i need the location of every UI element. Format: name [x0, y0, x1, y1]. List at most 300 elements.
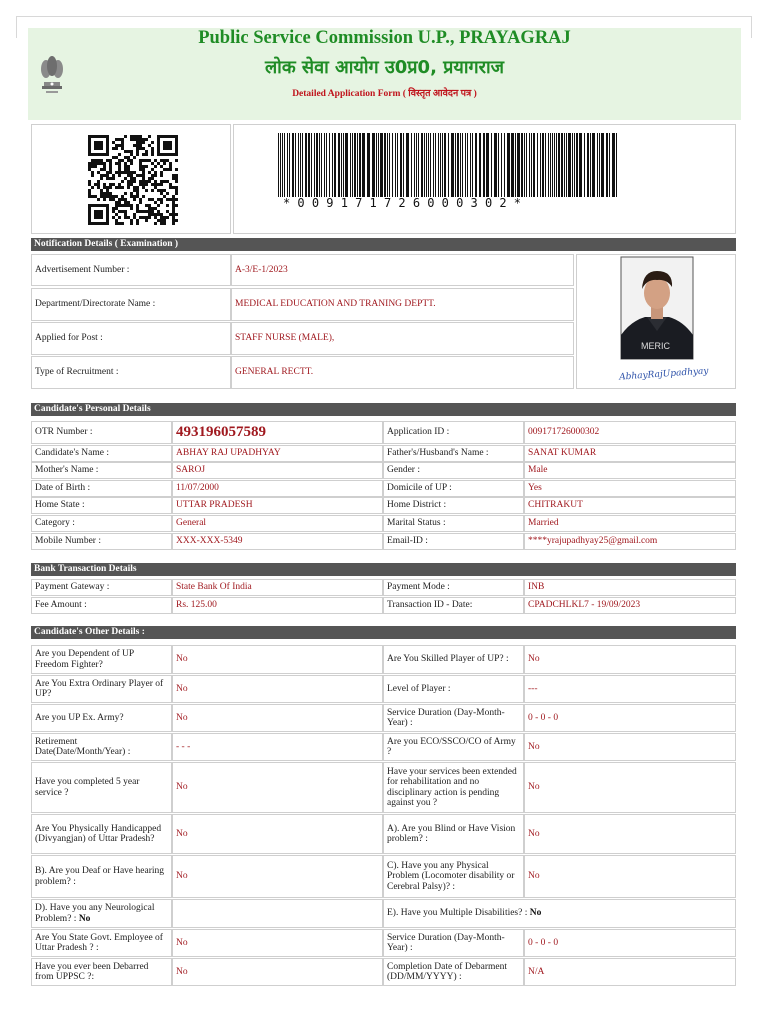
qr-module [166, 159, 169, 162]
qr-module [88, 165, 91, 168]
barcode-bar [308, 133, 310, 197]
qr-module [136, 147, 139, 150]
qr-module [106, 195, 109, 198]
qr-module [103, 183, 106, 186]
barcode-box [233, 124, 736, 234]
qr-module [163, 162, 166, 165]
other-value: N/A [524, 958, 736, 986]
qr-module [103, 165, 106, 168]
qr-module [91, 165, 94, 168]
barcode-bar [292, 133, 294, 197]
bank-value: INB [524, 579, 736, 596]
barcode-bar [609, 133, 610, 197]
qr-module [154, 174, 157, 177]
personal-value: Yes [524, 480, 736, 497]
barcode-bar [558, 133, 560, 197]
barcode-bar [416, 133, 417, 197]
qr-module [166, 168, 169, 171]
qr-module [136, 141, 139, 144]
qr-module [124, 165, 127, 168]
barcode-bar [387, 133, 388, 197]
qr-module [133, 186, 136, 189]
qr-module [118, 222, 121, 225]
qr-module [163, 195, 166, 198]
qr-module [94, 183, 97, 186]
qr-module [130, 174, 133, 177]
qr-module [106, 177, 109, 180]
qr-module [139, 174, 142, 177]
other-label: Service Duration (Day-Month-Year) : [383, 704, 524, 732]
qr-module [142, 171, 145, 174]
qr-module [142, 174, 145, 177]
personal-label: Email-ID : [383, 533, 524, 550]
barcode-bar [444, 133, 446, 197]
barcode-bar [343, 133, 344, 197]
qr-module [145, 180, 148, 183]
barcode-bar [341, 133, 342, 197]
qr-module [91, 159, 94, 162]
qr-module [148, 135, 151, 138]
personal-label: Application ID : [383, 421, 524, 444]
qr-module [124, 210, 127, 213]
qr-module [109, 198, 112, 201]
personal-label: Domicile of UP : [383, 480, 524, 497]
qr-module [100, 195, 103, 198]
candidate-signature [617, 361, 709, 385]
personal-value: SANAT KUMAR [524, 445, 736, 462]
qr-module [136, 189, 139, 192]
qr-module [124, 216, 127, 219]
barcode-bar [592, 133, 595, 197]
bank-label: Fee Amount : [31, 597, 172, 614]
other-value: No [172, 675, 383, 703]
qr-module [127, 165, 130, 168]
qr-module [112, 183, 115, 186]
qr-module [103, 192, 106, 195]
qr-module [133, 177, 136, 180]
personal-value: XXX-XXX-5349 [172, 533, 383, 550]
qr-module [169, 165, 172, 168]
qr-module [121, 147, 124, 150]
other-label: A). Are you Blind or Have Vision problem? : [383, 814, 524, 854]
barcode-bar [504, 133, 505, 197]
qr-module [97, 198, 100, 201]
other-label: Are you UP Ex. Army? [31, 704, 172, 732]
qr-module [169, 168, 172, 171]
qr-module [97, 180, 100, 183]
qr-module [130, 171, 133, 174]
qr-module [151, 210, 154, 213]
other-label: Are You Extra Ordinary Player of UP? [31, 675, 172, 703]
barcode-bar [511, 133, 514, 197]
qr-module [172, 201, 175, 204]
qr-module [154, 180, 157, 183]
qr-module [148, 180, 151, 183]
barcode-bar [334, 133, 336, 197]
qr-module [109, 171, 112, 174]
qr-module [115, 219, 118, 222]
qr-module [157, 162, 160, 165]
qr-module [91, 195, 94, 198]
qr-module [139, 201, 142, 204]
barcode-bar [284, 133, 285, 197]
qr-module [97, 186, 100, 189]
barcode-bar [542, 133, 544, 197]
qr-module [175, 189, 178, 192]
barcode-bar [300, 133, 301, 197]
qr-module [103, 174, 106, 177]
barcode-bar [298, 133, 299, 197]
qr-module [109, 192, 112, 195]
qr-module [127, 174, 130, 177]
qr-module [91, 162, 94, 165]
other-label: Level of Player : [383, 675, 524, 703]
barcode-bar [433, 133, 434, 197]
barcode-bar [395, 133, 396, 197]
qr-module [112, 156, 115, 159]
qr-module [112, 147, 115, 150]
other-label: Completion Date of Debarment (DD/MM/YYYY) : [383, 958, 524, 986]
answer-value: No [78, 913, 91, 924]
qr-module [154, 213, 157, 216]
qr-module [118, 204, 121, 207]
barcode-bar [550, 133, 551, 197]
qr-module [130, 207, 133, 210]
qr-module [151, 168, 154, 171]
qr-module [136, 135, 139, 138]
qr-module [118, 186, 121, 189]
qr-module [145, 153, 148, 156]
qr-module [109, 183, 112, 186]
qr-module [133, 180, 136, 183]
personal-label: Gender : [383, 462, 524, 479]
qr-module [172, 177, 175, 180]
qr-module [151, 198, 154, 201]
barcode-bar [426, 133, 427, 197]
personal-value: 493196057589 [172, 421, 383, 444]
qr-module [130, 138, 133, 141]
other-label: C). Have you any Physical Problem (Locomoter disability or Cerebral Palsy)? : [383, 855, 524, 898]
other-value: No [172, 814, 383, 854]
qr-module [103, 162, 106, 165]
qr-module [139, 165, 142, 168]
department-label: Department/Directorate Name : [31, 288, 231, 321]
qr-module [118, 168, 121, 171]
qr-module [118, 162, 121, 165]
qr-module [94, 159, 97, 162]
barcode-bar [430, 133, 431, 197]
qr-module [133, 171, 136, 174]
qr-module [136, 186, 139, 189]
barcode-bar [507, 133, 510, 197]
barcode-bar [494, 133, 497, 197]
qr-module [169, 213, 172, 216]
bank-label: Payment Gateway : [31, 579, 172, 596]
bank-value: CPADCHLKL7 - 19/09/2023 [524, 597, 736, 614]
barcode-bar [465, 133, 466, 197]
qr-module [136, 222, 139, 225]
qr-module [154, 201, 157, 204]
qr-module [94, 195, 97, 198]
barcode-bar [380, 133, 383, 197]
qr-module [124, 201, 127, 204]
other-value: No [524, 762, 736, 813]
commission-title-en: Public Service Commission U.P., PRAYAGRAJ [198, 28, 571, 48]
personal-value: 009171726000302 [524, 421, 736, 444]
qr-module [145, 165, 148, 168]
qr-module [112, 216, 115, 219]
other-value: 0 - 0 - 0 [524, 929, 736, 957]
qr-module [118, 210, 121, 213]
qr-module [118, 138, 121, 141]
qr-module [154, 165, 157, 168]
barcode-bar [616, 133, 617, 197]
barcode-bar [587, 133, 589, 197]
other-value: No [172, 645, 383, 674]
qr-module [115, 162, 118, 165]
qr-module [106, 174, 109, 177]
qr-module [151, 147, 154, 150]
qr-module [175, 219, 178, 222]
personal-value: General [172, 515, 383, 532]
qr-module [136, 207, 139, 210]
qr-code-box [31, 124, 231, 234]
qr-module [160, 216, 163, 219]
qr-module [175, 159, 178, 162]
barcode-bar [515, 133, 516, 197]
personal-value: ****yrajupadhyay25@gmail.com [524, 533, 736, 550]
qr-module [106, 189, 109, 192]
qr-module [130, 150, 133, 153]
qr-module [133, 198, 136, 201]
qr-module [160, 171, 163, 174]
barcode-bar [438, 133, 439, 197]
qr-module [142, 216, 145, 219]
personal-value: Male [524, 462, 736, 479]
qr-module [115, 213, 118, 216]
qr-module [130, 222, 133, 225]
barcode-bar [564, 133, 565, 197]
barcode-bar [338, 133, 340, 197]
qr-module [160, 183, 163, 186]
qr-module [148, 213, 151, 216]
qr-module [118, 159, 121, 162]
qr-module [97, 183, 100, 186]
qr-module [166, 180, 169, 183]
qr-module [157, 183, 160, 186]
barcode-bar [319, 133, 320, 197]
recruitment-type-label: Type of Recruitment : [31, 356, 231, 389]
barcode-bar [418, 133, 419, 197]
personal-label: Home State : [31, 497, 172, 514]
qr-module [172, 222, 175, 225]
qr-module [91, 186, 94, 189]
qr-module [97, 159, 100, 162]
qr-module [115, 144, 118, 147]
qr-module [109, 186, 112, 189]
qr-module [109, 165, 112, 168]
barcode-bar [376, 133, 377, 197]
barcode-bar [332, 133, 333, 197]
barcode-bar [287, 133, 288, 197]
barcode-bar [326, 133, 327, 197]
other-value: --- [524, 675, 736, 703]
barcode-bar [302, 133, 303, 197]
qr-module [166, 216, 169, 219]
qr-module [148, 144, 151, 147]
barcode-bar [574, 133, 575, 197]
qr-module [127, 159, 130, 162]
qr-module [145, 210, 148, 213]
bank-label: Payment Mode : [383, 579, 524, 596]
qr-module [151, 177, 154, 180]
barcode-bar [428, 133, 429, 197]
qr-code [88, 135, 178, 225]
qr-module [136, 192, 139, 195]
qr-module [118, 153, 121, 156]
other-label: Have you completed 5 year service ? [31, 762, 172, 813]
qr-module [160, 213, 163, 216]
qr-module [94, 165, 97, 168]
qr-module [172, 213, 175, 216]
qr-module [175, 198, 178, 201]
barcode-bar [524, 133, 525, 197]
qr-module [127, 183, 130, 186]
qr-module [118, 216, 121, 219]
barcode-bar [533, 133, 535, 197]
barcode-bar [599, 133, 600, 197]
question-text: E). Have you Multiple Disabilities? : [387, 908, 528, 919]
barcode-bar [545, 133, 546, 197]
qr-module [148, 204, 151, 207]
qr-module [100, 159, 103, 162]
qr-module [88, 195, 91, 198]
qr-module [136, 210, 139, 213]
other-label: B). Are you Deaf or Have hearing problem? : [31, 855, 172, 898]
barcode-bar [414, 133, 415, 197]
qr-module [130, 192, 133, 195]
barcode-bar [556, 133, 557, 197]
qr-module [139, 138, 142, 141]
qr-module [88, 192, 91, 195]
advertisement-number-value: A-3/E-1/2023 [231, 254, 574, 286]
department-value: MEDICAL EDUCATION AND TRANING DEPTT. [231, 288, 574, 321]
barcode-bar [576, 133, 578, 197]
qr-module [172, 207, 175, 210]
barcode-bar [612, 133, 615, 197]
qr-module [151, 150, 154, 153]
qr-module [139, 147, 142, 150]
commission-title-hi: लोक सेवा आयोग उ0प्र0, प्रयागराज [264, 57, 505, 78]
qr-module [127, 156, 130, 159]
qr-module [136, 153, 139, 156]
qr-module [115, 207, 118, 210]
qr-module [172, 204, 175, 207]
qr-module [163, 219, 166, 222]
qr-module [115, 204, 118, 207]
qr-module [160, 180, 163, 183]
qr-module [121, 222, 124, 225]
barcode-bar [400, 133, 402, 197]
qr-module [112, 198, 115, 201]
qr-module [115, 186, 118, 189]
qr-module [172, 186, 175, 189]
qr-module [163, 216, 166, 219]
personal-value: ABHAY RAJ UPADHYAY [172, 445, 383, 462]
qr-module [130, 180, 133, 183]
barcode-bar [597, 133, 598, 197]
barcode-bar [529, 133, 530, 197]
qr-module [139, 183, 142, 186]
qr-module [121, 138, 124, 141]
other-value: - - - [172, 733, 383, 761]
qr-module [169, 198, 172, 201]
barcode-bar [324, 133, 325, 197]
other-label: Retirement Date(Date/Month/Year) : [31, 733, 172, 761]
qr-module [115, 195, 118, 198]
qr-module [112, 210, 115, 213]
barcode-bar [362, 133, 365, 197]
photo-box [576, 254, 736, 389]
barcode-bar [435, 133, 436, 197]
qr-module [172, 210, 175, 213]
qr-module [145, 183, 148, 186]
qr-module [154, 186, 157, 189]
qr-module [154, 183, 157, 186]
qr-module [160, 219, 163, 222]
qr-module [121, 186, 124, 189]
qr-module [130, 219, 133, 222]
qr-module [175, 213, 178, 216]
barcode-bar [403, 133, 404, 197]
barcode-bar [526, 133, 527, 197]
qr-module [151, 141, 154, 144]
qr-module [133, 138, 136, 141]
barcode-bar [424, 133, 425, 197]
qr-module [121, 171, 124, 174]
barcode-bar [540, 133, 541, 197]
barcode-bar [372, 133, 375, 197]
qr-module [127, 201, 130, 204]
qr-module [127, 204, 130, 207]
barcode-bar [579, 133, 582, 197]
qr-module [172, 198, 175, 201]
qr-module [118, 183, 121, 186]
qr-module [160, 189, 163, 192]
qr-module [130, 153, 133, 156]
qr-module [148, 171, 151, 174]
barcode-bar [357, 133, 358, 197]
qr-module [106, 192, 109, 195]
applied-post-value: STAFF NURSE (MALE), [231, 322, 574, 355]
barcode-bar [472, 133, 473, 197]
qr-module [88, 168, 91, 171]
qr-module [142, 183, 145, 186]
qr-module [145, 150, 148, 153]
qr-module [127, 150, 130, 153]
barcode-bar [411, 133, 412, 197]
qr-module [169, 162, 172, 165]
qr-module [124, 135, 127, 138]
qr-module [154, 222, 157, 225]
other-empty [172, 899, 383, 928]
qr-module [142, 141, 145, 144]
qr-module [88, 180, 91, 183]
qr-module [130, 177, 133, 180]
qr-module [175, 204, 178, 207]
qr-module [91, 171, 94, 174]
svg-text:MERIC: MERIC [641, 341, 670, 351]
